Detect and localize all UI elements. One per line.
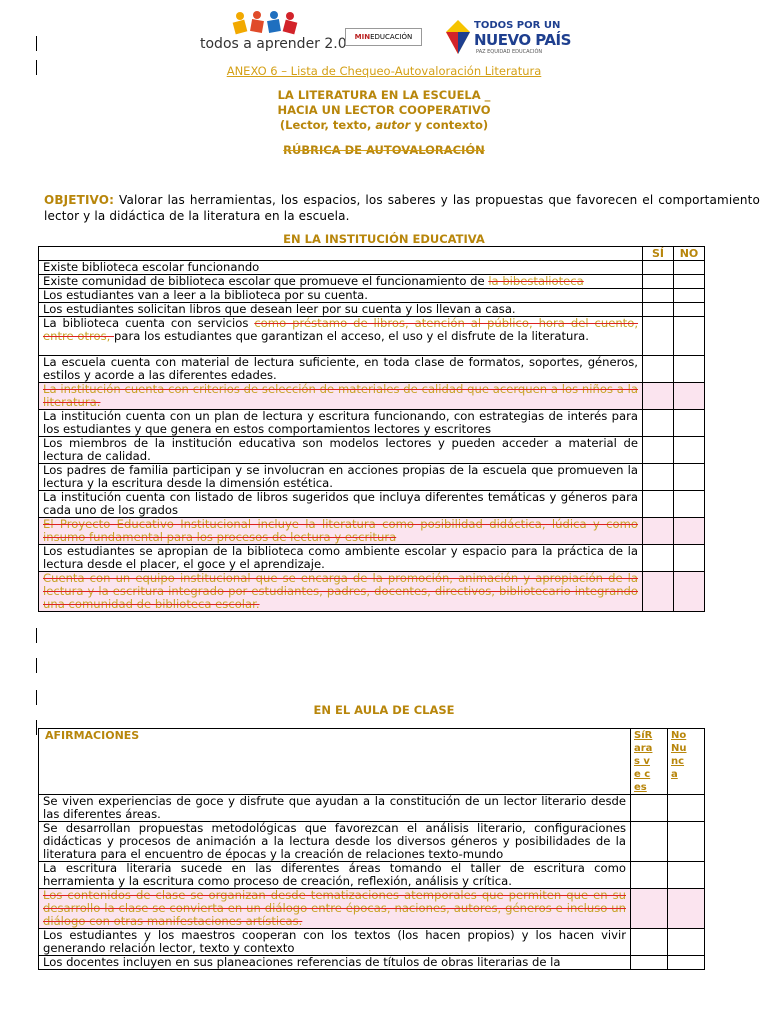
check-cell-si[interactable]: [643, 437, 674, 464]
table-row: [39, 317, 705, 356]
table-row: [39, 383, 705, 410]
table-row: [39, 889, 705, 929]
table-header-row: [39, 247, 705, 261]
doc-title-line2: HACIA UN LECTOR COOPERATIVO: [277, 103, 491, 117]
check-cell-si[interactable]: [643, 410, 674, 437]
deleted-text: El Proyecto Educativo Institucional incluye la literatura como posibilidad didáctica, lúdica y como insumo fundamental para los procesos de lectura y escritura: [43, 517, 638, 544]
check-cell-si[interactable]: [643, 303, 674, 317]
check-cell-si[interactable]: [631, 862, 668, 889]
check-cell-no[interactable]: [668, 795, 705, 822]
doc-subtitle: (Lector, texto, autor y contexto): [279, 118, 489, 132]
colombia-flag-icon: [444, 18, 472, 56]
check-cell-si[interactable]: [631, 956, 668, 970]
table-row: [39, 410, 705, 437]
margin-mark: [36, 36, 37, 51]
check-cell-no[interactable]: [674, 289, 705, 303]
check-cell-no[interactable]: [668, 822, 705, 862]
table-row: [39, 275, 705, 289]
statement-cell: Se viven experiencias de goce y disfrute que ayudan a la constitución de un lector literario desde las diferentes áreas.: [39, 795, 631, 822]
header-logos: [190, 10, 570, 58]
check-cell-si[interactable]: [643, 572, 674, 612]
empty-header-cell: [39, 247, 643, 261]
statement-cell: [39, 317, 643, 356]
logo-line3: PAZ EQUIDAD EDUCACIÓN: [476, 49, 543, 55]
statement-cell: La institución cuenta con listado de libros sugeridos que incluya diferentes temáticas y géneros para cada uno de los grados: [39, 491, 643, 518]
table-row: [39, 822, 705, 862]
table-row: [39, 356, 705, 383]
check-cell-si[interactable]: [643, 491, 674, 518]
check-cell-no[interactable]: [668, 929, 705, 956]
institution-checklist-table: [38, 246, 705, 612]
check-cell-no[interactable]: [674, 410, 705, 437]
statement-cell: Los docentes incluyen en sus planeaciones referencias de títulos de obras literarias de la: [39, 956, 631, 970]
col-si-header: SÍ: [643, 247, 674, 261]
annex-title: ANEXO 6 – Lista de Chequeo-Autovaloración Literatura: [226, 64, 542, 78]
check-cell-no[interactable]: [668, 956, 705, 970]
deleted-text: Cuenta con un equipo institucional que se encarga de la promoción, animación y apropiación de la lectura y la escritura integrado por estudiantes, padres, docentes, directivos, bibliotecario integrando una comunidad de biblioteca escolar.: [43, 571, 638, 611]
col-si-header: SíR ara s ve ces: [631, 729, 668, 795]
check-cell-no[interactable]: [668, 889, 705, 929]
statement-cell: [39, 383, 643, 410]
deleted-text: la bibestalioteca: [488, 274, 584, 288]
check-cell-no[interactable]: [674, 317, 705, 356]
check-cell-no[interactable]: [668, 862, 705, 889]
people-icon: [230, 10, 300, 36]
mineducacion-logo: MINEDUCACIÓN: [345, 28, 422, 46]
statement-cell: [39, 518, 643, 545]
check-cell-no[interactable]: [674, 383, 705, 410]
check-cell-si[interactable]: [643, 545, 674, 572]
check-cell-si[interactable]: [643, 464, 674, 491]
table-row: [39, 464, 705, 491]
check-cell-si[interactable]: [631, 795, 668, 822]
check-cell-si[interactable]: [643, 261, 674, 275]
deleted-text: La institución cuenta con criterios de selección de materiales de calidad que acerquen a los niños a la literatura.: [43, 382, 638, 409]
margin-mark: [36, 720, 37, 735]
check-cell-si[interactable]: [631, 822, 668, 862]
rubric-title: RÚBRICA DE AUTOVALORACIÓN: [283, 143, 485, 157]
table-row: [39, 929, 705, 956]
deleted-text: Los contenidos de clase se organizan desde tematizaciones atemporales que permiten que en su desarrollo la clase se convierta en un diálogo entre épocas, naciones, autores, géneros e incluso un diálogo con otras manifestaciones artísticas.: [43, 888, 626, 928]
check-cell-si[interactable]: [643, 275, 674, 289]
table-row: [39, 795, 705, 822]
col-no-header: NO: [674, 247, 705, 261]
statement-cell: Los miembros de la institución educativa son modelos lectores y pueden acceder a material de lectura de calidad.: [39, 437, 643, 464]
check-cell-si[interactable]: [631, 929, 668, 956]
table-row: [39, 261, 705, 275]
statement-cell: Los padres de familia participan y se involucran en acciones propias de la escuela que promueven la lectura y la escritura desde la dimensión estética.: [39, 464, 643, 491]
table-row: [39, 491, 705, 518]
check-cell-no[interactable]: [674, 491, 705, 518]
table-row: [39, 572, 705, 612]
nuevo-pais-logo: [444, 18, 579, 58]
check-cell-no[interactable]: [674, 437, 705, 464]
table-row: [39, 518, 705, 545]
check-cell-si[interactable]: [643, 356, 674, 383]
check-cell-no[interactable]: [674, 356, 705, 383]
table-row: [39, 437, 705, 464]
todos-a-aprender-logo: [190, 10, 347, 58]
logo-line2: NUEVO PAÍS: [474, 31, 571, 49]
col-affirmations-header: AFIRMACIONES: [39, 729, 631, 795]
objective-paragraph: OBJETIVO: Valorar las herramientas, los espacios, los saberes y las propuestas que favorecen el comportamiento lector y la didáctica de la literatura en la escuela.: [44, 193, 760, 223]
statement-text: Existe comunidad de biblioteca escolar que promueve el funcionamiento de: [43, 274, 489, 288]
deleted-text: como préstamo de libros, atención al público, hora del cuento, entre otros,: [43, 316, 639, 343]
statement-text: para los estudiantes que garantizan el acceso, el uso y el disfrute de la literatura.: [114, 329, 589, 343]
statement-cell: Los estudiantes solicitan libros que desean leer por su cuenta y los llevan a casa.: [39, 303, 643, 317]
section2-title: EN EL AULA DE CLASE: [313, 703, 455, 717]
check-cell-no[interactable]: [674, 545, 705, 572]
statement-cell: La escuela cuenta con material de lectura suficiente, en toda clase de formatos, soportes, géneros, estilos y acorde a las diferentes edades.: [39, 356, 643, 383]
check-cell-no[interactable]: [674, 518, 705, 545]
statement-cell: Los estudiantes se apropian de la biblioteca como ambiente escolar y espacio para la práctica de la lectura desde el placer, el goce y el aprendizaje.: [39, 545, 643, 572]
statement-text: La biblioteca cuenta con servicios: [43, 316, 255, 330]
table-row: [39, 303, 705, 317]
table-row: [39, 289, 705, 303]
table-header-row: [39, 729, 705, 795]
check-cell-si[interactable]: [643, 518, 674, 545]
check-cell-si[interactable]: [631, 889, 668, 929]
check-cell-si[interactable]: [643, 289, 674, 303]
statement-cell: Se desarrollan propuestas metodológicas que favorezcan el análisis literario, configuraciones didácticas y procesos de animación a la lectura desde los diversos géneros y posibilidades de la literatura para el encuentro de épocas y la creación de relaciones texto-mundo: [39, 822, 631, 862]
statement-cell: La escritura literaria sucede en las diferentes áreas tomando el taller de escritura como herramienta y la escritura como proceso de creación, reflexión, análisis y crítica.: [39, 862, 631, 889]
table-row: [39, 545, 705, 572]
check-cell-no[interactable]: [674, 261, 705, 275]
statement-cell: [39, 572, 643, 612]
statement-cell: Los estudiantes van a leer a la biblioteca por su cuenta.: [39, 289, 643, 303]
statement-cell: [39, 889, 631, 929]
margin-mark: [36, 658, 37, 673]
check-cell-no[interactable]: [674, 464, 705, 491]
margin-mark: [36, 628, 37, 643]
table-row: [39, 956, 705, 970]
classroom-checklist-table: [38, 728, 705, 970]
logo-text: todos a aprender 2.0: [200, 36, 347, 52]
statement-cell: Existe biblioteca escolar funcionando: [39, 261, 643, 275]
doc-title-line1: LA LITERATURA EN LA ESCUELA _: [277, 88, 491, 102]
section1-title: EN LA INSTITUCIÓN EDUCATIVA: [283, 232, 485, 246]
check-cell-si[interactable]: [643, 383, 674, 410]
logo-line1: TODOS POR UN: [474, 20, 561, 31]
check-cell-no[interactable]: [674, 275, 705, 289]
statement-cell: Los estudiantes y los maestros cooperan con los textos (los hacen propios) y los hacen vivir generando relación lector, texto y contexto: [39, 929, 631, 956]
table-row: [39, 862, 705, 889]
statement-cell: [39, 275, 643, 289]
statement-cell: La institución cuenta con un plan de lectura y escritura funcionando, con estrategias de interés para los estudiantes y que genera en estos comportamientos lectores y escritores: [39, 410, 643, 437]
check-cell-si[interactable]: [643, 317, 674, 356]
check-cell-no[interactable]: [674, 572, 705, 612]
col-no-header: No Nu nc a: [668, 729, 705, 795]
check-cell-no[interactable]: [674, 303, 705, 317]
